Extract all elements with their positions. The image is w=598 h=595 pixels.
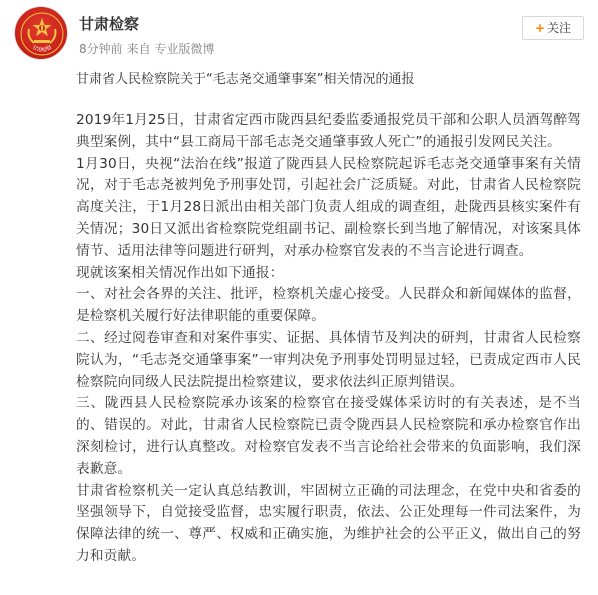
procuratorate-emblem-icon — [15, 7, 68, 60]
post-paragraph: 二、经过阅卷审查和对案件事实、证据、具体情节及判决的研判，甘肃省人民检察院认为，“毛志尧交通肇事案”一审判决免予刑事处罚明显过轻，已责成定西市人民检察院向同级人民法院提出检察建议，要求依法纠正原判错误。 — [76, 329, 581, 390]
follow-label: 关注 — [547, 21, 572, 35]
post-paragraph: 1月30日，央视“法治在线”报道了陇西县人民检察院起诉毛志尧交通肇事案有关情况，对于毛志尧被判免予刑事处罚，引起社会广泛质疑。对此，甘肃省人民检察院高度关注，于1月28日派出由相关部门负责人组成的调查组，赴陇西县核实案件有关情况；30日又派出省检察院党组副书记、副检察长到当地了解情况，对该案具体情节、适用法律等问题进行研判，对承办检察官发表的不当言论进行调查。 — [76, 155, 581, 259]
post-paragraph: 现就该案相关情况作出如下通报： — [76, 264, 284, 281]
plus-icon: + — [534, 21, 546, 35]
post-paragraph: 一、对社会各界的关注、批评，检察机关虚心接受。人民群众和新闻媒体的监督，是检察机关履行好法律职能的重要保障。 — [76, 286, 581, 325]
post-time[interactable]: 8分钟前 — [79, 42, 123, 56]
post-paragraph: 2019年1月25日，甘肃省定西市陇西县纪委监委通报党员干部和公职人员酒驾醉驾典型案例，其中“县工商局干部毛志尧交通肇事致人死亡”的通报引发网民关注。 — [76, 112, 581, 150]
follow-button[interactable] — [522, 16, 584, 40]
post-header — [14, 6, 584, 62]
avatar[interactable] — [14, 6, 68, 60]
post-paragraph: 甘肃省检察机关一定认真总结教训，牢固树立正确的司法理念，在党中央和省委的坚强领导下，自觉接受监督，忠实履行职责，依法、公正处理每一件司法案件，为保障法律的统一、尊严、权威和正确实施，为维护社会的公平正义，做出自己的努力和贡献。 — [76, 482, 581, 564]
avatar-caption: 甘肃检察 — [30, 44, 54, 54]
user-name[interactable]: 甘肃检察 — [79, 15, 140, 33]
post-meta — [79, 42, 218, 56]
post-paragraph: 三、陇西县人民检察院承办该案的检察官在接受媒体采访时的有关表述，是不当的、错误的。对此，甘肃省人民检察院已责令陇西县人民检察院和承办检察官作出深刻检讨，进行认真整改。对检察官发表不当言论给社会带来的负面影响，我们深表歉意。 — [76, 395, 581, 477]
post-body — [76, 110, 581, 568]
post-source[interactable]: 来自 专业版微博 — [126, 42, 215, 56]
post-title: 甘肃省人民检察院关于“毛志尧交通肇事案”相关情况的通报 — [76, 72, 415, 87]
